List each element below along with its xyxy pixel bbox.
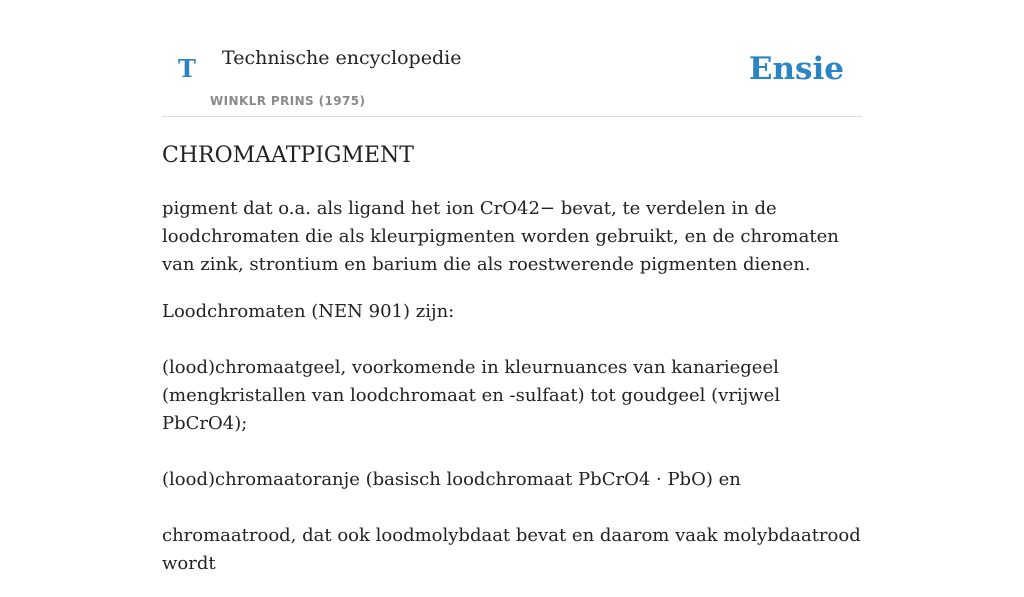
book-title-link[interactable]: Technische encyclopedie xyxy=(222,47,462,69)
paragraph-intro: Loodchromaten (NEN 901) zijn: xyxy=(162,301,455,322)
paragraph-chromaatgeel: (lood)chromaatgeel, voorkomende in kleurnuances van kanariegeel (mengkristallen van loodchromaat en -sulfaat) tot goudgeel (vrijwel PbCrO4); xyxy=(162,357,781,434)
entry-content xyxy=(162,195,862,578)
page xyxy=(162,0,862,597)
paragraph-definition: pigment dat o.a. als ligand het ion CrO42− bevat, te verdelen in de loodchromaten die als kleurpigmenten worden gebruikt, en de chromaten van zink, strontium en barium die als roestwerende pigmenten dienen. xyxy=(162,198,839,275)
book-subtitle: WINKLR PRINS (1975) xyxy=(210,94,366,108)
site-header xyxy=(162,0,862,117)
book-logo-icon[interactable]: T xyxy=(178,54,196,83)
ensie-logo-link[interactable]: Ensie xyxy=(748,51,844,87)
paragraph-chromaatoranje: (lood)chromaatoranje (basisch loodchromaat PbCrO4 · PbO) en xyxy=(162,469,741,490)
paragraph-chromaatrood: chromaatrood, dat ook loodmolybdaat bevat en daarom vaak molybdaatrood wordt xyxy=(162,525,861,574)
entry-title: CHROMAATPIGMENT xyxy=(162,143,414,168)
